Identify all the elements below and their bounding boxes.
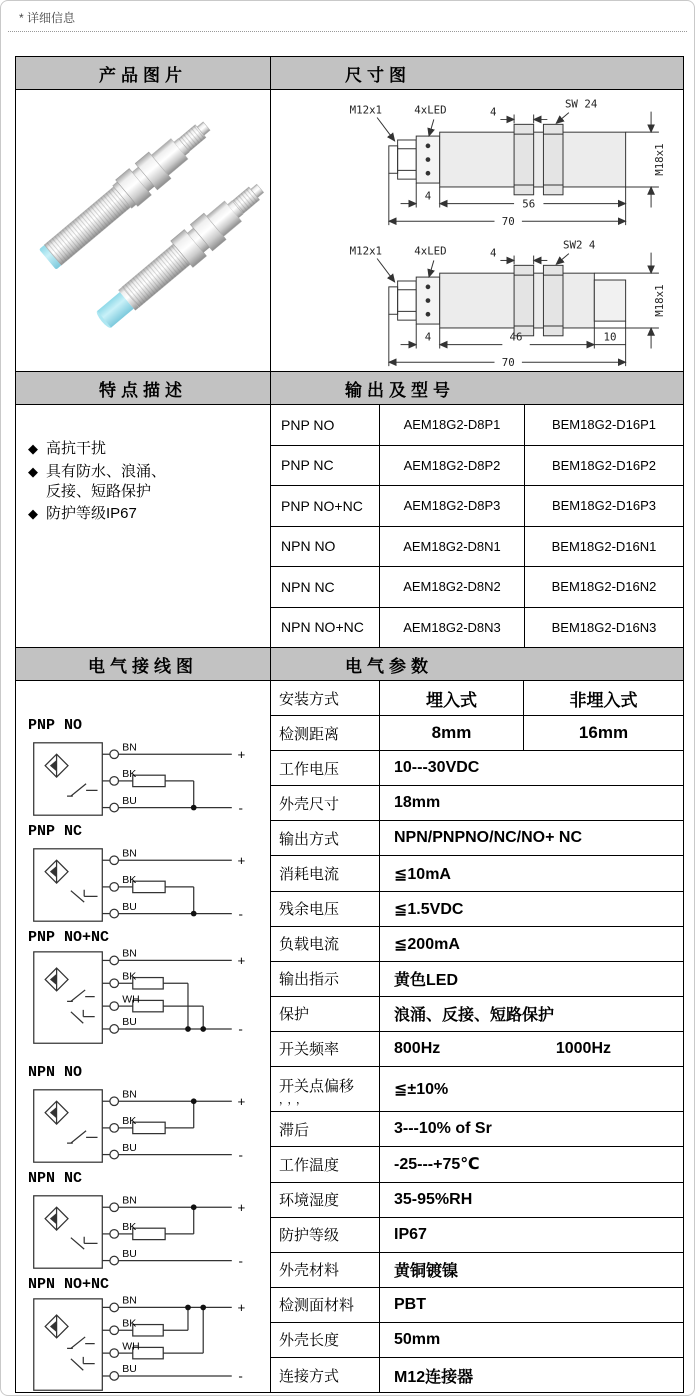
wiring-svg xyxy=(28,843,268,927)
param-value: ≦1.5VDC xyxy=(394,900,464,918)
feature-item xyxy=(28,462,264,502)
table-row xyxy=(271,716,683,751)
param-value: 50mm xyxy=(394,1330,441,1348)
param-value: 35-95%RH xyxy=(394,1190,473,1208)
dim-label-wrench: SW2 4 xyxy=(563,238,596,252)
param-value: 18mm xyxy=(394,794,441,812)
table-row xyxy=(271,608,683,648)
wire-label-bu: BU xyxy=(122,1142,137,1154)
table-row xyxy=(271,446,683,487)
table-row xyxy=(271,786,683,821)
dim-label-wrench: SW 24 xyxy=(564,97,598,111)
dim-label-nut: 4 xyxy=(489,246,497,260)
wiring-svg xyxy=(28,949,268,1048)
wire-label-bn: BN xyxy=(122,742,137,754)
header-features: 特点描述 xyxy=(16,372,271,404)
terminal-icon xyxy=(110,856,119,865)
resistor-symbol xyxy=(133,881,165,892)
table-row xyxy=(271,856,683,891)
wiring-title: PNP NO xyxy=(28,717,83,734)
param-label: 残余电压 xyxy=(279,901,340,919)
param-value: 埋入式 xyxy=(380,681,524,715)
param-value: 3---10% of Sr xyxy=(394,1120,492,1138)
wiring-diagram-npn-nc xyxy=(28,1170,270,1274)
minus-label: - xyxy=(238,800,243,816)
model-16mm: BEM18G2-D16N1 xyxy=(551,538,657,554)
wire-label-bu: BU xyxy=(122,795,137,807)
no-switch-symbol xyxy=(67,1337,95,1348)
header-electrical-params: 电气参数 xyxy=(345,656,433,676)
dimension-drawing-flush xyxy=(271,94,673,231)
minus-label: - xyxy=(238,1368,243,1384)
table-row xyxy=(271,1183,683,1218)
terminal-icon xyxy=(110,1372,119,1381)
param-label-line2: ，，， xyxy=(279,1093,310,1106)
table-row xyxy=(271,962,683,997)
param-value: 浪涌、反接、短路保护 xyxy=(394,1007,555,1025)
body-row-1 xyxy=(16,90,683,372)
wire-label-bk: BK xyxy=(122,1222,137,1234)
param-value: M12连接器 xyxy=(394,1368,474,1386)
params-table xyxy=(271,681,683,1392)
junction-dot xyxy=(185,1305,191,1311)
minus-label: - xyxy=(238,906,243,922)
wire-label-bn: BN xyxy=(122,1195,137,1207)
param-label: 安装方式 xyxy=(279,690,340,708)
plus-label: + xyxy=(237,1094,246,1109)
wiring-svg xyxy=(28,1190,268,1274)
table-row xyxy=(271,567,683,608)
param-value: NPN/PNPNO/NC/NO+ NC xyxy=(394,829,583,847)
dim-label-body-thread: M18x1 xyxy=(652,143,666,176)
param-value: 非埋入式 xyxy=(569,690,638,710)
wire-label-bn: BN xyxy=(122,848,137,860)
dim-label-total: 70 xyxy=(501,215,515,229)
terminal-icon xyxy=(110,1097,119,1106)
model-16mm: BEM18G2-D16P3 xyxy=(551,498,657,514)
product-photo-cell xyxy=(16,90,271,371)
model-16mm: BEM18G2-D16N3 xyxy=(551,619,657,635)
header-row-2 xyxy=(16,372,683,405)
header-row-3 xyxy=(16,648,683,681)
terminal-icon xyxy=(110,1326,119,1335)
terminal-icon xyxy=(110,956,119,965)
product-photo xyxy=(18,94,268,368)
no-switch-symbol xyxy=(67,1131,97,1143)
output-type: PNP NO xyxy=(271,405,380,445)
wiring-diagram-pnp-no xyxy=(28,717,270,821)
param-label: 负载电流 xyxy=(279,936,340,954)
header-product-image: 产品图片 xyxy=(16,57,271,89)
minus-label: - xyxy=(238,1253,243,1269)
table-row xyxy=(271,1112,683,1147)
model-8mm: AEM18G2-D8P2 xyxy=(380,446,525,486)
spec-table xyxy=(15,56,684,1393)
param-label: 开关点偏移 xyxy=(279,1077,355,1095)
header-wiring-diagram: 电气接线图 xyxy=(16,648,271,680)
model-8mm: AEM18G2-D8P1 xyxy=(380,405,525,445)
table-row xyxy=(271,486,683,527)
header-output-models: 输出及型号 xyxy=(345,380,455,400)
terminal-icon xyxy=(110,1025,119,1034)
table-row xyxy=(271,1323,683,1358)
wire-label-bk: BK xyxy=(122,971,137,983)
terminal-icon xyxy=(110,1230,119,1239)
param-value: 黄铜镀镍 xyxy=(394,1263,459,1281)
models-table xyxy=(271,405,683,647)
terminal-icon xyxy=(110,1124,119,1133)
no-switch-symbol xyxy=(67,784,97,796)
page-title: * 详细信息 xyxy=(19,11,76,25)
param-label: 工作电压 xyxy=(279,760,340,778)
param-value: 10---30VDC xyxy=(394,759,480,777)
param-value: ≦200mA xyxy=(394,935,460,953)
wiring-diagrams-cell xyxy=(16,681,271,1392)
wire-label-bu: BU xyxy=(122,1364,137,1376)
model-8mm: AEM18G2-D8N1 xyxy=(380,527,525,567)
wiring-diagram-pnp-nc xyxy=(28,823,270,927)
param-value: 黄色LED xyxy=(394,972,459,990)
feature-text: 防护等级IP67 xyxy=(46,505,137,523)
table-row xyxy=(271,1067,683,1112)
feature-text: 高抗干扰 xyxy=(46,440,107,457)
wiring-diagram-pnp-no-nc xyxy=(28,929,270,1048)
param-label: 保护 xyxy=(279,1006,310,1024)
param-value: -25---+75℃ xyxy=(394,1156,480,1174)
resistor-symbol xyxy=(133,1325,163,1336)
output-type: NPN NO+NC xyxy=(271,608,380,648)
junction-dot xyxy=(191,911,197,917)
junction-dot xyxy=(191,805,197,811)
table-row xyxy=(271,405,683,446)
output-type: PNP NO+NC xyxy=(271,486,380,526)
header-row-1 xyxy=(16,57,683,90)
param-value: ≦±10% xyxy=(394,1081,449,1099)
param-value: 1000Hz xyxy=(555,1039,611,1057)
param-value: 800Hz xyxy=(394,1039,441,1057)
feature-item xyxy=(28,504,264,524)
table-row xyxy=(271,751,683,786)
wire-label-bk: BK xyxy=(122,1318,137,1330)
table-row xyxy=(271,681,683,716)
terminal-icon xyxy=(110,1303,119,1312)
wiring-svg xyxy=(28,737,268,821)
nc-switch-symbol xyxy=(71,1010,95,1023)
divider xyxy=(8,31,687,32)
wire-label-bu: BU xyxy=(122,1017,137,1029)
wiring-svg xyxy=(28,1084,268,1168)
body-row-3 xyxy=(16,681,683,1392)
wire-label-bu: BU xyxy=(122,1248,137,1260)
param-value: 16mm xyxy=(578,723,629,743)
junction-dot xyxy=(200,1026,206,1032)
terminal-icon xyxy=(110,1150,119,1159)
param-label: 输出方式 xyxy=(279,830,340,848)
param-label: 外壳材料 xyxy=(279,1262,340,1280)
param-label: 环境湿度 xyxy=(279,1192,340,1210)
wiring-title: NPN NC xyxy=(28,1170,83,1187)
wire-label-bk: BK xyxy=(122,1116,137,1128)
terminal-icon xyxy=(110,1203,119,1212)
wiring-svg xyxy=(28,1296,268,1395)
dim-label-thread: M12x1 xyxy=(349,103,383,117)
output-type: NPN NO xyxy=(271,527,380,567)
model-8mm: AEM18G2-D8P3 xyxy=(380,486,525,526)
wire-label-wh: WH xyxy=(122,994,140,1006)
dim-label-led: 4xLED xyxy=(414,244,447,258)
table-row xyxy=(271,1358,683,1392)
nc-switch-symbol xyxy=(71,890,98,902)
wire-label-wh: WH xyxy=(122,1341,140,1353)
terminal-icon xyxy=(110,883,119,892)
table-row xyxy=(271,1147,683,1182)
dim-label-seg3: 10 xyxy=(603,330,617,344)
table-row xyxy=(271,997,683,1032)
param-label: 工作温度 xyxy=(279,1156,340,1174)
wire-label-bn: BN xyxy=(122,1296,137,1307)
param-value: IP67 xyxy=(394,1225,427,1243)
bullet-icon: ◆ xyxy=(28,463,38,479)
model-16mm: BEM18G2-D16P1 xyxy=(551,417,657,433)
wiring-diagram-npn-no xyxy=(28,1064,270,1168)
param-value: PBT xyxy=(394,1295,426,1313)
resistor-symbol xyxy=(133,1122,165,1133)
terminal-icon xyxy=(110,1349,119,1358)
junction-dot xyxy=(200,1305,206,1311)
plus-label: + xyxy=(237,747,246,762)
terminal-icon xyxy=(110,777,119,786)
nc-switch-symbol xyxy=(71,1237,98,1249)
output-type: PNP NC xyxy=(271,446,380,486)
features-cell xyxy=(16,405,271,647)
nc-switch-symbol xyxy=(71,1357,95,1370)
plus-label: + xyxy=(237,953,246,969)
table-row xyxy=(271,1218,683,1253)
junction-dot xyxy=(191,1098,197,1104)
wiring-title: NPN NO xyxy=(28,1064,83,1081)
plus-label: + xyxy=(237,1200,246,1215)
param-label: 外壳尺寸 xyxy=(279,795,340,813)
terminal-icon xyxy=(110,979,119,988)
wiring-diagram-npn-no-nc xyxy=(28,1276,270,1395)
table-row xyxy=(271,821,683,856)
dim-label-seg2: 56 xyxy=(522,197,536,211)
table-row xyxy=(271,1288,683,1323)
table-row xyxy=(271,892,683,927)
terminal-icon xyxy=(110,803,119,812)
plus-label: + xyxy=(237,1300,246,1316)
param-label: 外壳长度 xyxy=(279,1332,340,1350)
model-8mm: AEM18G2-D8N2 xyxy=(380,567,525,607)
terminal-icon xyxy=(110,1002,119,1011)
wire-label-bk: BK xyxy=(122,769,137,781)
param-value: 8mm xyxy=(380,716,524,750)
feature-text: 具有防水、浪涌、反接、短路保护 xyxy=(46,462,167,500)
plus-label: + xyxy=(237,853,246,868)
dim-label-body-thread: M18x1 xyxy=(652,284,666,317)
param-label: 检测面材料 xyxy=(279,1297,355,1315)
minus-label: - xyxy=(238,1147,243,1163)
feature-item xyxy=(28,439,264,459)
wire-label-bk: BK xyxy=(122,875,137,887)
no-switch-symbol xyxy=(67,990,95,1001)
param-label: 连接方式 xyxy=(279,1367,340,1385)
junction-dot xyxy=(191,1204,197,1210)
table-row xyxy=(271,1032,683,1067)
dim-label-seg1: 4 xyxy=(424,330,432,344)
dim-label-seg1: 4 xyxy=(424,189,432,203)
body-row-2 xyxy=(16,405,683,648)
wiring-title: NPN NO+NC xyxy=(28,1276,110,1293)
dim-label-thread: M12x1 xyxy=(349,244,383,258)
terminal-icon xyxy=(110,909,119,918)
param-label: 输出指示 xyxy=(279,971,340,989)
terminal-icon xyxy=(110,1256,119,1265)
dimension-drawing-nonflush xyxy=(271,235,673,372)
model-16mm: BEM18G2-D16N2 xyxy=(551,579,657,595)
output-type: NPN NC xyxy=(271,567,380,607)
dimension-cell xyxy=(271,90,683,371)
junction-dot xyxy=(185,1026,191,1032)
model-16mm: BEM18G2-D16P2 xyxy=(551,457,657,473)
table-row xyxy=(271,1253,683,1288)
param-label: 滞后 xyxy=(279,1121,310,1139)
minus-label: - xyxy=(238,1021,243,1037)
wire-label-bn: BN xyxy=(122,1089,137,1101)
dim-label-nut: 4 xyxy=(489,105,497,119)
resistor-symbol xyxy=(133,1228,165,1239)
wiring-title: PNP NC xyxy=(28,823,83,840)
dim-label-seg2: 46 xyxy=(509,330,523,344)
wiring-title: PNP NO+NC xyxy=(28,929,110,946)
param-label: 开关频率 xyxy=(279,1041,340,1059)
param-label: 防护等级 xyxy=(279,1227,340,1245)
param-label: 消耗电流 xyxy=(279,866,340,884)
header-dimension-drawing: 尺寸图 xyxy=(345,65,411,85)
terminal-icon xyxy=(110,750,119,759)
param-label: 检测距离 xyxy=(279,725,340,743)
bullet-icon: ◆ xyxy=(28,441,38,456)
model-8mm: AEM18G2-D8N3 xyxy=(380,608,525,648)
table-row xyxy=(271,927,683,962)
dim-label-total: 70 xyxy=(501,356,515,370)
wire-label-bu: BU xyxy=(122,901,137,913)
resistor-symbol xyxy=(133,775,165,786)
dim-label-led: 4xLED xyxy=(414,103,447,117)
wire-label-bn: BN xyxy=(122,949,137,960)
resistor-symbol xyxy=(133,978,163,989)
table-row xyxy=(271,527,683,568)
param-value: ≦10mA xyxy=(394,865,451,883)
bullet-icon: ◆ xyxy=(28,506,38,522)
